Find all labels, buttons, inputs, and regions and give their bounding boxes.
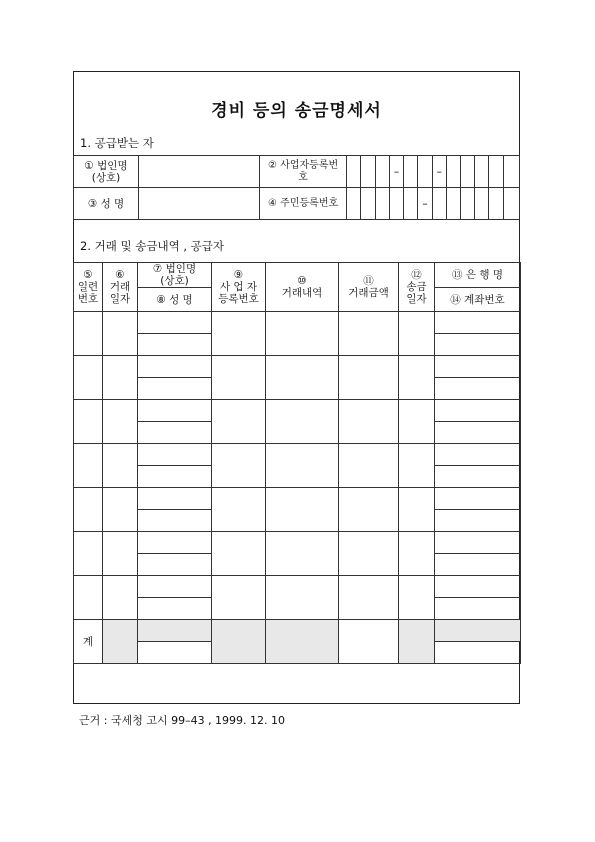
rrn-box[interactable]	[446, 188, 460, 220]
serial-cell[interactable]	[74, 488, 103, 532]
trade-date-cell[interactable]	[103, 356, 138, 400]
trade-date-cell[interactable]	[103, 488, 138, 532]
corp-name-cell[interactable]	[138, 444, 212, 466]
bizno-cell[interactable]	[212, 488, 266, 532]
account-cell[interactable]	[435, 466, 521, 488]
bizno-cell[interactable]	[212, 444, 266, 488]
trade-date-cell[interactable]	[103, 400, 138, 444]
account-cell[interactable]	[435, 642, 521, 664]
bank-cell[interactable]	[435, 620, 521, 642]
table-row	[74, 400, 521, 422]
details-cell[interactable]	[266, 356, 339, 400]
bizno-box[interactable]	[418, 156, 432, 188]
details-cell[interactable]	[266, 312, 339, 356]
details-cell[interactable]	[266, 532, 339, 576]
bizno-box[interactable]	[446, 156, 460, 188]
serial-cell[interactable]	[74, 576, 103, 620]
bizno-box[interactable]	[503, 156, 519, 188]
trade-date-cell[interactable]	[103, 312, 138, 356]
rrn-box[interactable]	[489, 188, 503, 220]
remit-date-cell[interactable]	[399, 488, 435, 532]
bizno-cell[interactable]	[212, 356, 266, 400]
corp-name-cell[interactable]	[138, 356, 212, 378]
header-details: ⑩ 거래내역	[266, 263, 339, 312]
bizno-dash: –	[432, 156, 446, 188]
amount-cell[interactable]	[339, 488, 399, 532]
account-cell[interactable]	[435, 378, 521, 400]
name-label: ③ 성 명	[74, 188, 139, 220]
bank-cell[interactable]	[435, 400, 521, 422]
person-name-cell[interactable]	[138, 422, 212, 444]
remit-date-cell[interactable]	[399, 400, 435, 444]
corp-name-label: ① 법인명 (상호)	[74, 156, 139, 188]
name-field[interactable]	[139, 188, 260, 220]
transactions-table	[73, 262, 521, 664]
person-name-cell[interactable]	[138, 466, 212, 488]
table-row	[74, 488, 521, 510]
account-cell[interactable]	[435, 334, 521, 356]
bank-cell[interactable]	[435, 488, 521, 510]
table-row	[74, 444, 521, 466]
header-corp-name: ⑦ 법인명 (상호)	[138, 263, 212, 288]
bizno-box[interactable]	[489, 156, 503, 188]
rrn-box[interactable]	[461, 188, 475, 220]
bizno-cell[interactable]	[212, 312, 266, 356]
remit-date-cell[interactable]	[399, 576, 435, 620]
corp-name-cell[interactable]	[138, 620, 212, 642]
header-account: ⑭ 계좌번호	[435, 288, 521, 312]
recipient-table	[73, 155, 520, 220]
account-cell[interactable]	[435, 422, 521, 444]
bizno-box[interactable]	[404, 156, 418, 188]
bank-cell[interactable]	[435, 356, 521, 378]
remit-date-cell[interactable]	[399, 312, 435, 356]
rrn-box[interactable]	[389, 188, 403, 220]
bizno-dash: –	[389, 156, 403, 188]
amount-cell[interactable]	[339, 400, 399, 444]
header-amount: ⑪ 거래금액	[339, 263, 399, 312]
rrn-box[interactable]	[347, 188, 361, 220]
person-name-cell[interactable]	[138, 378, 212, 400]
person-name-cell[interactable]	[138, 642, 212, 664]
header-person-name: ⑧ 성 명	[138, 288, 212, 312]
trade-date-cell[interactable]	[103, 444, 138, 488]
details-cell[interactable]	[266, 576, 339, 620]
amount-cell[interactable]	[339, 444, 399, 488]
bizno-box[interactable]	[475, 156, 489, 188]
total-label: 계	[74, 620, 103, 664]
trade-date-cell[interactable]	[103, 576, 138, 620]
serial-cell[interactable]	[74, 444, 103, 488]
rrn-box[interactable]	[375, 188, 389, 220]
corp-name-field[interactable]	[139, 156, 260, 188]
remit-date-cell[interactable]	[399, 532, 435, 576]
corp-name-cell[interactable]	[138, 312, 212, 334]
amount-cell[interactable]	[339, 532, 399, 576]
corp-name-cell[interactable]	[138, 532, 212, 554]
bizno-cell[interactable]	[212, 400, 266, 444]
rrn-box[interactable]	[475, 188, 489, 220]
header-bank: ⑬ 은 행 명	[435, 263, 521, 288]
total-row	[74, 620, 521, 642]
rrn-box[interactable]	[432, 188, 446, 220]
bizno-label: ② 사업자등록번 호	[259, 156, 346, 188]
details-cell[interactable]	[266, 620, 339, 664]
corp-name-cell[interactable]	[138, 576, 212, 598]
rrn-dash: –	[418, 188, 432, 220]
serial-cell[interactable]	[74, 400, 103, 444]
person-name-cell[interactable]	[138, 334, 212, 356]
bizno-cell[interactable]	[212, 532, 266, 576]
bank-cell[interactable]	[435, 532, 521, 554]
form-title: 경비 등의 송금명세서	[211, 101, 382, 121]
account-cell[interactable]	[435, 510, 521, 532]
details-cell[interactable]	[266, 488, 339, 532]
rrn-box[interactable]	[404, 188, 418, 220]
table-row	[74, 576, 521, 598]
serial-cell[interactable]	[74, 532, 103, 576]
bizno-box[interactable]	[375, 156, 389, 188]
details-cell[interactable]	[266, 400, 339, 444]
amount-cell[interactable]	[339, 620, 399, 664]
account-cell[interactable]	[435, 598, 521, 620]
bizno-cell[interactable]	[212, 576, 266, 620]
form-frame	[73, 71, 520, 704]
header-trade-date: ⑥ 거래 일자	[103, 263, 138, 312]
trade-date-cell[interactable]	[103, 620, 138, 664]
legal-basis-note: 근거 : 국세청 고시 99–43 , 1999. 12. 10	[79, 714, 286, 727]
person-name-cell[interactable]	[138, 554, 212, 576]
rrn-label: ④ 주민등록번호	[259, 188, 346, 220]
person-name-cell[interactable]	[138, 510, 212, 532]
serial-cell[interactable]	[74, 312, 103, 356]
bank-cell[interactable]	[435, 576, 521, 598]
details-cell[interactable]	[266, 444, 339, 488]
header-remit-date: ⑫ 송금 일자	[399, 263, 435, 312]
bank-cell[interactable]	[435, 312, 521, 334]
amount-cell[interactable]	[339, 312, 399, 356]
corp-name-cell[interactable]	[138, 400, 212, 422]
table-row	[74, 312, 521, 334]
bizno-box[interactable]	[347, 156, 361, 188]
amount-cell[interactable]	[339, 356, 399, 400]
section-transactions-heading: 2. 거래 및 송금내역 , 공급자	[80, 239, 224, 253]
person-name-cell[interactable]	[138, 598, 212, 620]
serial-cell[interactable]	[74, 356, 103, 400]
trade-date-cell[interactable]	[103, 532, 138, 576]
corp-name-cell[interactable]	[138, 488, 212, 510]
bizno-cell[interactable]	[212, 620, 266, 664]
remit-date-cell[interactable]	[399, 444, 435, 488]
bizno-box[interactable]	[361, 156, 375, 188]
rrn-box[interactable]	[503, 188, 519, 220]
header-serial: ⑤ 일련 번호	[74, 263, 103, 312]
table-row	[74, 532, 521, 554]
amount-cell[interactable]	[339, 576, 399, 620]
rrn-box[interactable]	[361, 188, 375, 220]
bizno-box[interactable]	[461, 156, 475, 188]
remit-date-cell[interactable]	[399, 356, 435, 400]
table-row	[74, 356, 521, 378]
header-bizno: ⑨ 사 업 자 등록번호	[212, 263, 266, 312]
section-recipient-heading: 1. 공급받는 자	[80, 136, 154, 150]
remit-date-cell[interactable]	[399, 620, 435, 664]
account-cell[interactable]	[435, 554, 521, 576]
bank-cell[interactable]	[435, 444, 521, 466]
